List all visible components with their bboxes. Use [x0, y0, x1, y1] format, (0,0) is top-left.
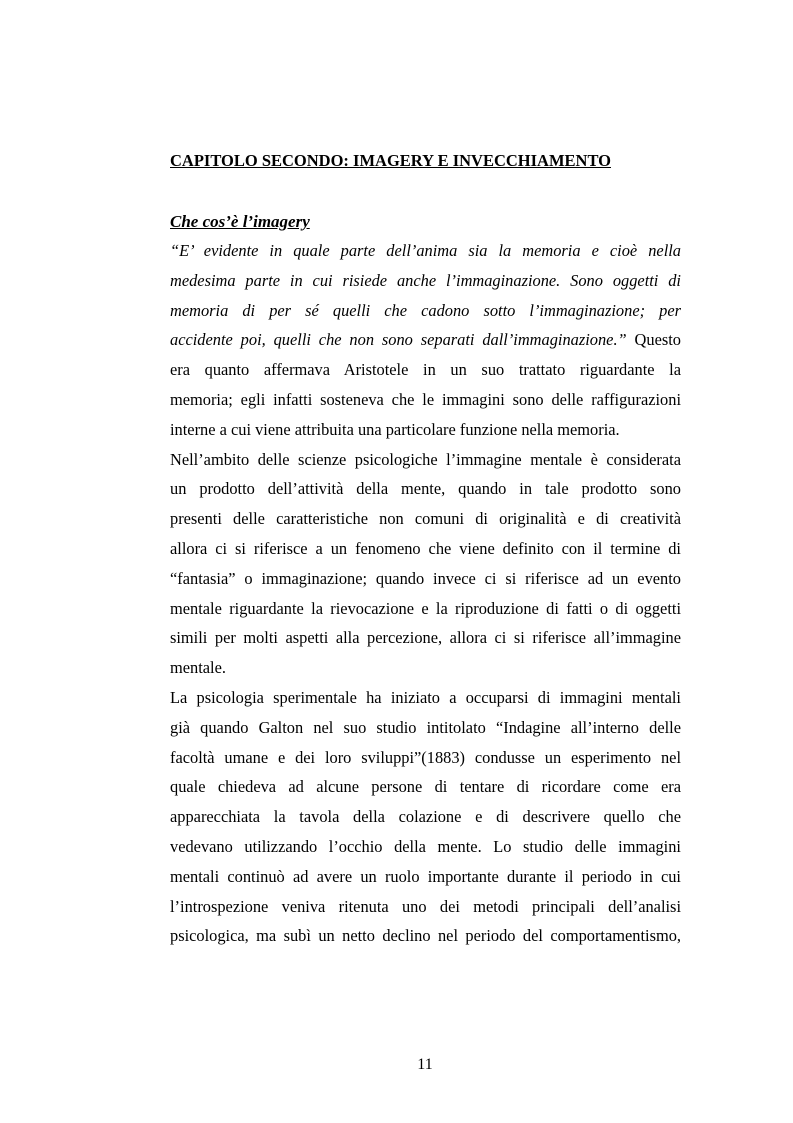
text-line: medesima parte in cui risiede anche l’immaginazione. Sono oggetti di: [170, 270, 681, 290]
text-line: interne a cui viene attribuita una particolare funzione nella memoria.: [170, 419, 620, 439]
text-line: quale chiedeva ad alcune persone di tentare di ricordare come era: [170, 777, 681, 797]
text-line: memoria di per sé quelli che cadono sotto l’immaginazione; per: [170, 300, 681, 320]
text-line: mentale.: [170, 658, 226, 678]
text-line: allora ci si riferisce a un fenomeno che viene definito con il termine di: [170, 538, 681, 558]
section-title: Che cos’è l’imagery: [170, 212, 310, 231]
text-line: simili per molti aspetti alla percezione, allora ci si riferisce all’immagine: [170, 628, 681, 648]
text-line: apparecchiata la tavola della colazione e di descrivere quello che: [170, 807, 681, 827]
text-line: già quando Galton nel suo studio intitolato “Indagine all’interno delle: [170, 717, 681, 737]
text-line: mentali continuò ad avere un ruolo importante durante il periodo in cui: [170, 866, 681, 886]
body-text: [170, 236, 681, 951]
text-line: vedevano utilizzando l’occhio della mente. Lo studio delle immagini: [170, 836, 681, 856]
page-number: 11: [417, 1056, 433, 1073]
text-line: psicologica, ma subì un netto declino nel periodo del comportamentismo,: [170, 926, 681, 946]
chapter-title: CAPITOLO SECONDO: IMAGERY E INVECCHIAMENTO: [170, 151, 611, 170]
text-line: l’introspezione veniva ritenuta uno dei metodi principali dell’analisi: [170, 896, 681, 916]
text-line: memoria; egli infatti sosteneva che le immagini sono delle raffigurazioni: [170, 389, 681, 409]
text-line: “fantasia” o immaginazione; quando invece ci si riferisce ad un evento: [170, 568, 681, 588]
text-line: era quanto affermava Aristotele in un suo trattato riguardante la: [170, 360, 681, 380]
text-line: accidente poi, quelli che non sono separati dall’immaginazione.” Questo: [170, 330, 681, 350]
text-line: “E’ evidente in quale parte dell’anima sia la memoria e cioè nella: [170, 241, 681, 260]
text-line: Nell’ambito delle scienze psicologiche l’immagine mentale è considerata: [170, 449, 681, 469]
text-line: mentale riguardante la rievocazione e la riproduzione di fatti o di oggetti: [170, 598, 681, 618]
text-line: La psicologia sperimentale ha iniziato a occuparsi di immagini mentali: [170, 687, 681, 707]
text-line: facoltà umane e dei loro sviluppi”(1883) condusse un esperimento nel: [170, 747, 681, 767]
text-line: presenti delle caratteristiche non comuni di originalità e di creatività: [170, 509, 681, 529]
text-line: un prodotto dell’attività della mente, quando in tale prodotto sono: [170, 479, 681, 499]
